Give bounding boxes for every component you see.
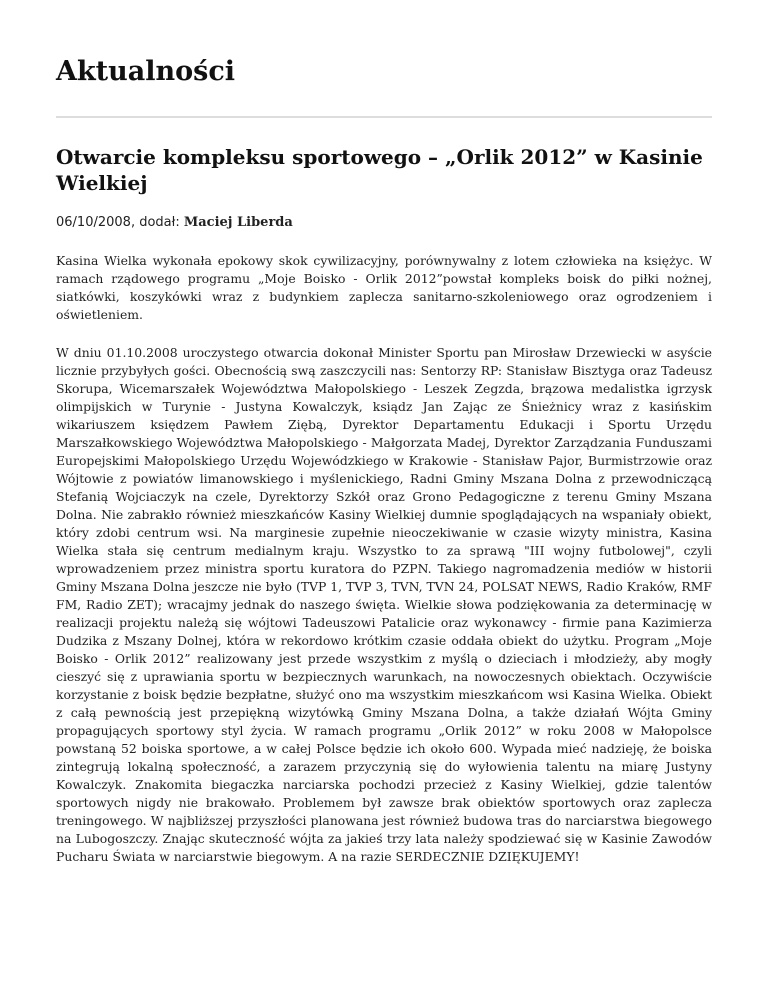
article-title[interactable]: Otwarcie kompleksu sportowego – „Orlik 2012” w Kasinie Wielkiej bbox=[56, 145, 703, 195]
article-date: 06/10/2008 bbox=[56, 215, 131, 230]
article-meta bbox=[56, 214, 712, 232]
added-by-label: , dodał: bbox=[130, 215, 184, 230]
article-paragraph-1: Kasina Wielka wykonała epokowy skok cywilizacyjny, porównywalny z lotem człowieka na księżyc. W ramach rządowego programu „Moje Boisko - Orlik 2012”powstał kompleks boisk do piłki nożnej, siatkówki, koszykówki wraz z budynkiem zaplecza sanitarno-szkoleniowego oraz ogrodzeniem i oświetleniem. bbox=[56, 253, 712, 322]
page-content bbox=[56, 0, 712, 866]
article-author: Maciej Liberda bbox=[183, 215, 293, 230]
title-divider bbox=[56, 116, 712, 118]
article-paragraph-2: W dniu 01.10.2008 uroczystego otwarcia dokonał Minister Sportu pan Mirosław Drzewiecki w asyście licznie przybyłych gości. Obecnością swą zaszczycili nas: Sentorzy RP: Stanisław Bisztyga oraz Tadeusz Skorupa, Wicemarszałek Województwa Małopolskiego - Leszek Zegzda, brązowa medalistka igrzysk olimpijskich w Turynie - Justyna Kowalczyk, ksiądz Jan Zając ze Śnieżnicy wraz z kasińskim wikariuszem księdzem Pawłem Ziębą, Dyrektor Departamentu Edukacji i Sportu Urzędu Marszałkowskiego Województwa Małopolskiego - Małgorzata Madej, Dyrektor Zarządzania Funduszami Europejskimi Małopolskiego Urzędu Wojewódzkiego w Krakowie - Stanisław Pajor, Burmistrzowie oraz Wójtowie z powiatów limanowskiego i myślenickiego, Radni Gminy Mszana Dolna z przewodniczącą Stefanią Wojciaczyk na czele, Dyrektorzy Szkół oraz Grono Pedagogiczne z terenu Gminy Mszana Dolna. Nie zabrakło również mieszkańców Kasiny Wielkiej dumnie spoglądających na wspaniały obiekt, który zdobi centrum wsi. Na marginesie zupełnie nieoczekiwanie w czasie wizyty ministra, Kasina Wielka stała się centrum medialnym kraju. Wszystko to za sprawą "III wojny futbolowej", czyli wprowadzeniem przez ministra sportu kuratora do PZPN. Takiego nagromadzenia mediów w historii Gminy Mszana Dolna jeszcze nie było (TVP 1, TVP 3, TVN, TVN 24, POLSAT NEWS, Radio Kraków, RMF FM, Radio ZET); wracajmy jednak do naszego święta. Wielkie słowa podziękowania za determinację w realizacji projektu należą się wójtowi Tadeuszowi Patalicie oraz wykonawcy - firmie pana Kazimierza Dudzika z Mszany Dolnej, która w rekordowo krótkim czasie oddała obiekt do użytku. Program „Moje Boisko - Orlik 2012” realizowany jest przede wszystkim z myślą o dzieciach i młodzieży, aby mogły cieszyć się z uprawiania sportu w bezpiecznych warunkach, na nowoczesnych obiektach. Oczywiście korzystanie z boisk będzie bezpłatne, służyć ono ma wszystkim mieszkańcom wsi Kasina Wielka. Obiekt z całą pewnością jest przepiękną wizytówką Gminy Mszana Dolna, a także działań Wójta Gminy propagujących sportowy styl życia. W ramach programu „Orlik 2012” w roku 2008 w Małopolsce powstaną 52 boiska sportowe, a w całej Polsce będzie ich około 600. Wypada mieć nadzieję, że boiska zintegrują lokalną społeczność, a zarazem przyczynią się do wyłowienia talentu na miarę Justyny Kowalczyk. Znakomita biegaczka narciarska pochodzi przecież z Kasiny Wielkiej, gdzie talentów sportowych nigdy nie brakowało. Problemem był zawsze brak obiektów sportowych oraz zaplecza treningowego. W najbliższej przyszłości planowana jest również budowa tras do narciarstwa biegowego na Lubogoszczy. Znając skuteczność wójta za jakieś trzy lata należy spodziewać się w Kasinie Zawodów Pucharu Świata w narciarstwie biegowym. A na razie SERDECZNIE DZIĘKUJEMY! bbox=[56, 345, 712, 864]
page-title: Aktualności bbox=[56, 56, 236, 87]
